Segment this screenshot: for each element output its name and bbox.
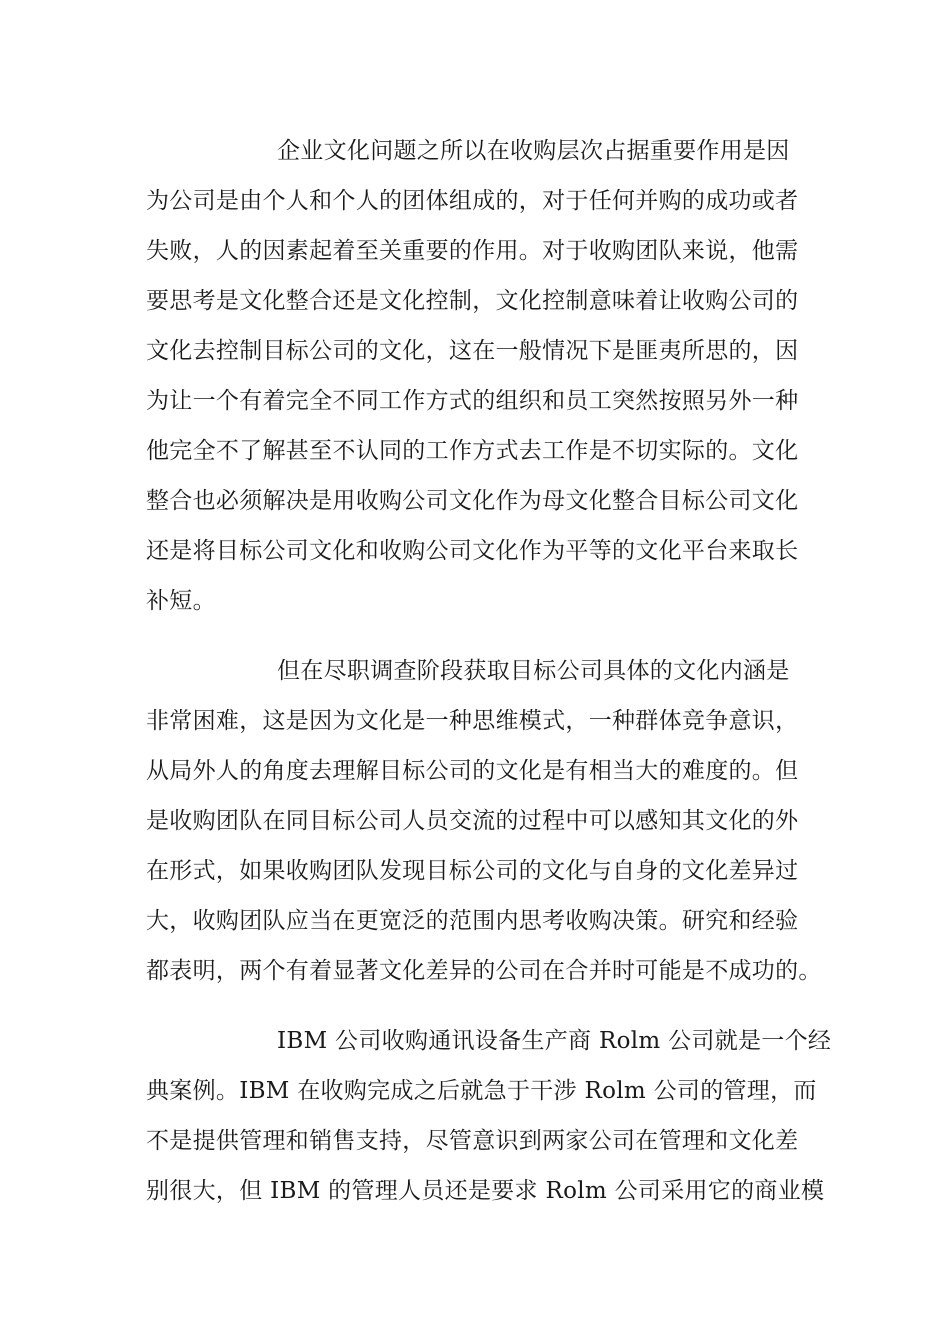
text-line: 大，收购团队应当在更宽泛的范围内思考收购决策。研究和经验	[146, 908, 799, 934]
text-line: 为让一个有着完全不同工作方式的组织和员工突然按照另外一种	[146, 388, 799, 414]
text-line: IBM 公司收购通讯设备生产商 Rolm 公司就是一个经	[277, 1028, 832, 1054]
text-line: 不是提供管理和销售支持，尽管意识到两家公司在管理和文化差	[146, 1128, 799, 1154]
text-line: 失败，人的因素起着至关重要的作用。对于收购团队来说，他需	[146, 238, 799, 264]
text-line: 是收购团队在同目标公司人员交流的过程中可以感知其文化的外	[146, 808, 799, 834]
text-line: 典案例。IBM 在收购完成之后就急于干涉 Rolm 公司的管理，而	[146, 1078, 817, 1104]
text-line: 从局外人的角度去理解目标公司的文化是有相当大的难度的。但	[146, 758, 799, 784]
text-line: 为公司是由个人和个人的团体组成的，对于任何并购的成功或者	[146, 188, 799, 214]
text-line: 文化去控制目标公司的文化，这在一般情况下是匪夷所思的，因	[146, 338, 799, 364]
text-line: 非常困难，这是因为文化是一种思维模式，一种群体竞争意识，	[146, 708, 799, 734]
text-line: 都表明，两个有着显著文化差异的公司在合并时可能是不成功的。	[146, 958, 822, 984]
text-line: 他完全不了解甚至不认同的工作方式去工作是不切实际的。文化	[146, 438, 799, 464]
text-line: 企业文化问题之所以在收购层次占据重要作用是因	[277, 138, 790, 164]
text-line: 别很大，但 IBM 的管理人员还是要求 Rolm 公司采用它的商业模	[146, 1178, 825, 1204]
text-line: 整合也必须解决是用收购公司文化作为母文化整合目标公司文化	[146, 488, 799, 514]
text-line: 补短。	[146, 588, 216, 614]
text-line: 在形式，如果收购团队发现目标公司的文化与自身的文化差异过	[146, 858, 799, 884]
text-line: 要思考是文化整合还是文化控制，文化控制意味着让收购公司的	[146, 288, 799, 314]
text-line: 但在尽职调查阶段获取目标公司具体的文化内涵是	[277, 658, 790, 684]
text-line: 还是将目标公司文化和收购公司文化作为平等的文化平台来取长	[146, 538, 799, 564]
